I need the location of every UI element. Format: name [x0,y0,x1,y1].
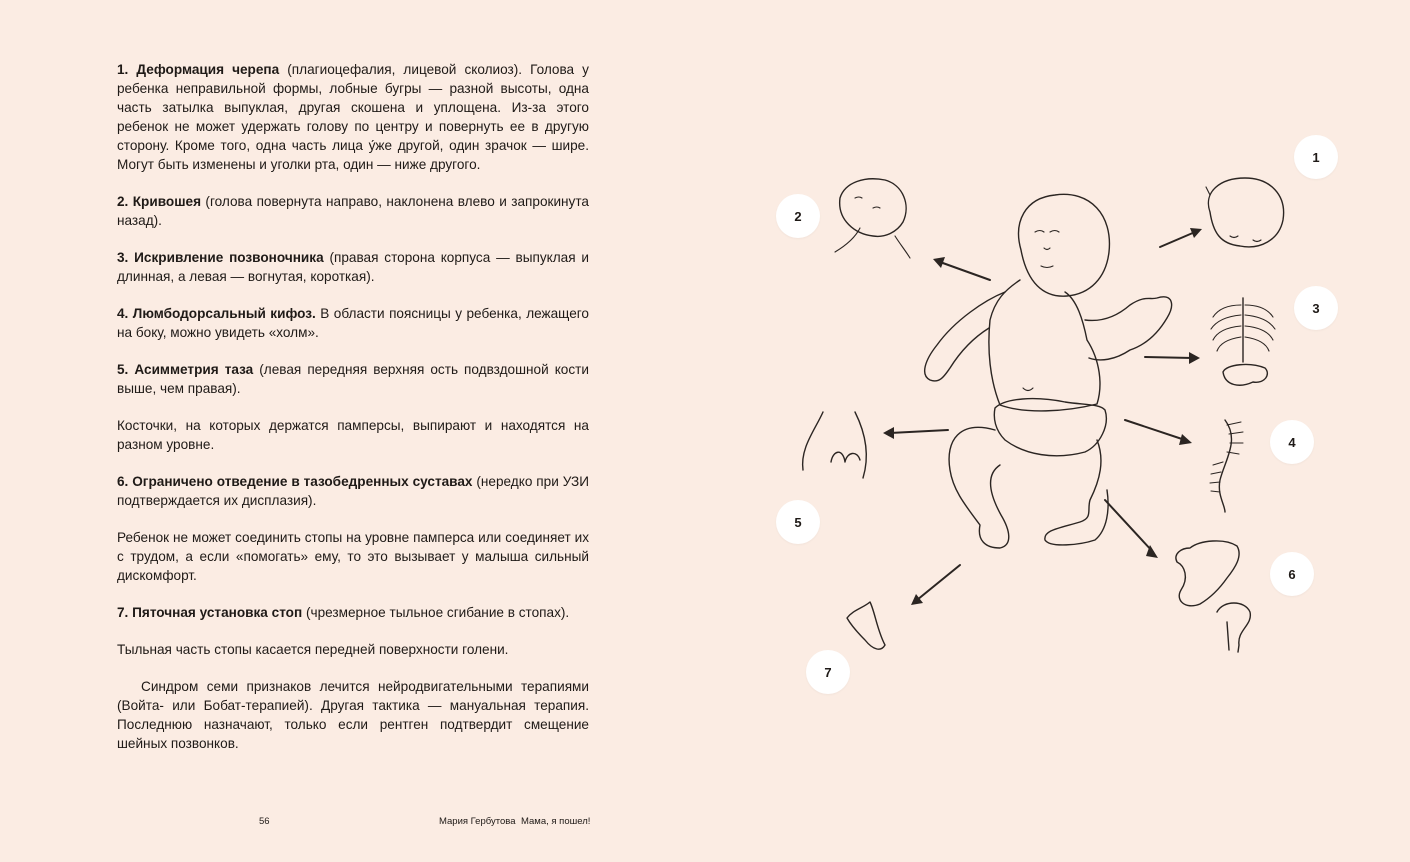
item-6-note: Ребенок не может соединить стопы на уровне памперса или соединяет их с трудом, а если «помогать» ему, то это вызывает у малыша сильный дискомфорт. [117,530,589,583]
item-2: 2. Кривошея (голова повернута направо, наклонена влево и запрокинута назад). [117,194,589,228]
arrow-5 [890,430,948,433]
body-text [117,60,589,771]
badge-6: 6 [1270,552,1314,596]
item-5: 5. Асимметрия таза (левая передняя верхняя ость подвздошной кости выше, чем правая). [117,362,589,396]
item-7-note: Тыльная часть стопы касается передней поверхности голени. [117,642,509,657]
page-number: 56 [259,816,270,827]
closing-paragraph: Синдром семи признаков лечится нейродвигательными терапиями (Войта- или Бобат-терапией). Другая тактика — мануальная терапия. Последнюю назначают, только если рентген подтвердит смещение шейных позвонков. [117,679,589,751]
baby-diaper [994,399,1106,456]
arrow-2 [940,262,990,280]
arrow-4 [1125,420,1185,440]
badge-4: 4 [1270,420,1314,464]
arrow-6 [1105,500,1153,552]
baby-left-arm [925,292,1005,381]
skull-shape-1 [1208,178,1283,247]
arrow-7 [917,565,960,600]
baby-right-arm [1085,297,1172,360]
baby-head [1019,194,1110,296]
item-3: 3. Искривление позвоночника (правая сторона корпуса — выпуклая и длинная, а левая — вогнутая, короткая). [117,250,589,284]
hip-joint-6 [1176,541,1250,652]
footer-book-title: Мама, я пошел! [521,816,591,827]
badge-2: 2 [776,194,820,238]
badge-5: 5 [776,500,820,544]
badge-7: 7 [806,650,850,694]
item-1: 1. Деформация черепа (плагиоцефалия, лицевой сколиоз). Голова у ребенка неправильной формы, лобные бугры — разной высоты, одна часть затылка выпуклая, другая скошена и уплощена. Из-за этого ребенок не может удержать голову по центру и повернуть ее в другую сторону. Кроме того, одна часть лица у́же другой, один зрачок — шире. Могут быть изменены и уголки рта, один — ниже другого. [117,62,589,172]
curved-spine-4 [1210,420,1243,512]
item-5-note: Косточки, на которых держатся памперсы, выпирают и находятся на разном уровне. [117,418,589,452]
item-4: 4. Люмбодорсальный кифоз. В области поясницы у ребенка, лежащего на боку, можно увидеть «холм». [117,306,589,340]
baby-body [989,280,1100,411]
badge-1: 1 [1294,135,1338,179]
foot-7 [847,602,885,649]
item-7: 7. Пяточная установка стоп (чрезмерное тыльное сгибание в стопах). [117,605,570,620]
item-6: 6. Ограничено отведение в тазобедренных суставах (нередко при УЗИ подтверждается их дисплазия). [117,474,590,508]
right-page [705,0,1410,862]
arrow-1 [1160,232,1195,247]
buttocks-5 [803,412,867,478]
baby-left-leg [949,427,1009,548]
arrow-3 [1145,357,1193,358]
spine-ribs-3 [1211,298,1275,385]
footer-author: Мария Гербутова [439,816,516,827]
badge-3: 3 [1294,286,1338,330]
